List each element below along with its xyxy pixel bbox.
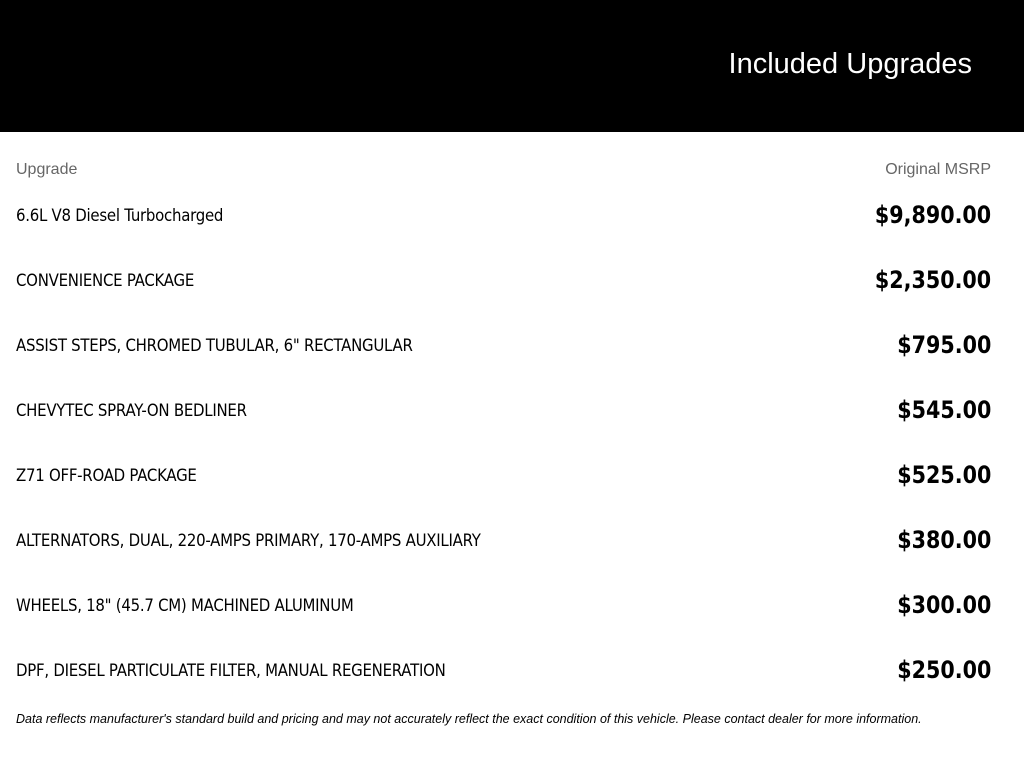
upgrade-name: DPF, DIESEL PARTICULATE FILTER, MANUAL REGENERATION: [16, 661, 446, 681]
upgrade-name: 6.6L V8 Diesel Turbocharged: [16, 206, 224, 226]
upgrades-table: [16, 185, 991, 705]
upgrade-price: $545.00: [896, 396, 991, 424]
page-title: Included Upgrades: [728, 48, 972, 80]
table-row: [16, 640, 991, 705]
column-header-msrp: Original MSRP: [885, 161, 991, 178]
table-row: [16, 510, 991, 575]
table-row: [16, 380, 991, 445]
upgrade-name: WHEELS, 18" (45.7 CM) MACHINED ALUMINUM: [16, 596, 354, 616]
table-row: [16, 250, 991, 315]
table-row: [16, 185, 991, 250]
disclaimer-text: Data reflects manufacturer's standard build and pricing and may not accurately reflect the exact condition of this vehicle. Please contact dealer for more information.: [16, 712, 922, 726]
upgrade-name: ASSIST STEPS, CHROMED TUBULAR, 6" RECTANGULAR: [16, 336, 413, 356]
table-row: [16, 445, 991, 510]
page-header: [0, 0, 1024, 132]
column-header-upgrade: Upgrade: [16, 161, 78, 178]
upgrade-price: $9,890.00: [874, 201, 991, 229]
upgrade-price: $380.00: [896, 526, 991, 554]
upgrade-price: $525.00: [896, 461, 991, 489]
upgrade-price: $250.00: [896, 656, 991, 684]
upgrade-price: $795.00: [896, 331, 991, 359]
upgrade-name: Z71 OFF-ROAD PACKAGE: [16, 466, 197, 486]
table-row: [16, 575, 991, 640]
upgrade-name: CONVENIENCE PACKAGE: [16, 271, 195, 291]
upgrade-price: $300.00: [896, 591, 991, 619]
upgrade-price: $2,350.00: [874, 266, 991, 294]
upgrade-name: CHEVYTEC SPRAY-ON BEDLINER: [16, 401, 247, 421]
table-row: [16, 315, 991, 380]
upgrade-name: ALTERNATORS, DUAL, 220-AMPS PRIMARY, 170-AMPS AUXILIARY: [16, 531, 481, 551]
